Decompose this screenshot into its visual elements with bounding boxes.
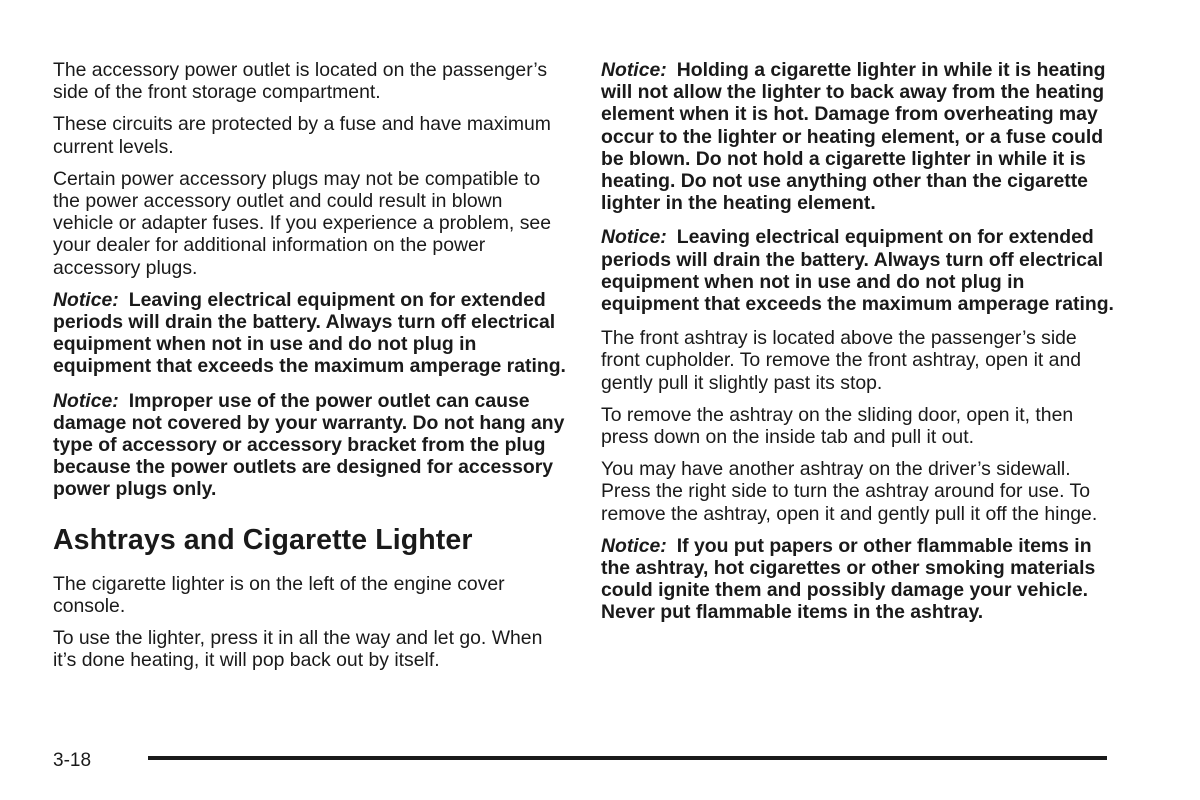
sidewall-ashtray-paragraph: You may have another ashtray on the driver’s sidewall. Press the right side to turn the ashtray around for use. To remove the ashtray, open it and gently pull it off the hinge. <box>601 458 1098 525</box>
section-heading: Ashtrays and Cigarette Lighter <box>53 523 473 556</box>
notice-label: Notice: <box>601 226 667 249</box>
notice-label: Notice: <box>601 534 667 557</box>
footer-rule <box>148 756 1107 760</box>
fuse-paragraph: These circuits are protected by a fuse and have maximum current levels. <box>53 113 551 158</box>
notice-text: If you put papers or other flammable items in the ashtray, hot cigarettes or other smoking materials could ignite them and possibly damage your vehicle. Never put flammable items in the ashtray. <box>601 534 1096 624</box>
left-column <box>53 59 568 681</box>
battery-notice <box>53 289 568 378</box>
notice-text: Leaving electrical equipment on for extended periods will drain the battery. Always turn off electrical equipment when not in use and do not plug in equipment that exceeds the maximum amperage rating. <box>601 226 1114 316</box>
lighter-use-paragraph: To use the lighter, press it in all the way and let go. When it’s done heating, it will pop back out by itself. <box>53 627 543 672</box>
notice-label: Notice: <box>53 288 119 311</box>
notice-text: Leaving electrical equipment on for extended periods will drain the battery. Always turn off electrical equipment when not in use and do not plug in equipment that exceeds the maximum amperage rating. <box>53 288 566 378</box>
notice-text: Holding a cigarette lighter in while it is heating will not allow the lighter to back away from the heating element when it is hot. Damage from overheating may occur to the lighter or heating element, or a fuse could be blown. Do not hold a cigarette lighter in while it is heating. Do not use anything other than the cigarette lighter in the heating element. <box>601 59 1106 215</box>
sliding-door-ashtray-paragraph: To remove the ashtray on the sliding door, open it, then press down on the inside tab and pull it out. <box>601 403 1074 449</box>
notice-label: Notice: <box>53 389 119 412</box>
notice-text: Improper use of the power outlet can cause damage not covered by your warranty. Do not hang any type of accessory or accessory bracket from the plug because the power outlets are designed for accessory power plugs only. <box>53 389 565 501</box>
outlet-notice <box>53 390 568 501</box>
lighter-location-paragraph: The cigarette lighter is on the left of the engine cover console. <box>53 572 505 617</box>
battery-notice <box>601 226 1116 315</box>
compatibility-paragraph: Certain power accessory plugs may not be compatible to the power accessory outlet and could result in blown vehicle or adapter fuses. If you experience a problem, see your dealer for additional information on the power accessory plugs. <box>53 167 551 279</box>
page-number: 3-18 <box>53 750 92 771</box>
lighter-notice <box>601 59 1116 214</box>
front-ashtray-paragraph: The front ashtray is located above the passenger’s side front cupholder. To remove the front ashtray, open it and gently pull it slightly past its stop. <box>601 327 1082 394</box>
notice-label: Notice: <box>601 59 667 81</box>
outlet-location-paragraph: The accessory power outlet is located on the passenger’s side of the front storage compartment. <box>53 59 548 104</box>
flammable-notice <box>601 535 1116 624</box>
right-column <box>601 59 1116 636</box>
